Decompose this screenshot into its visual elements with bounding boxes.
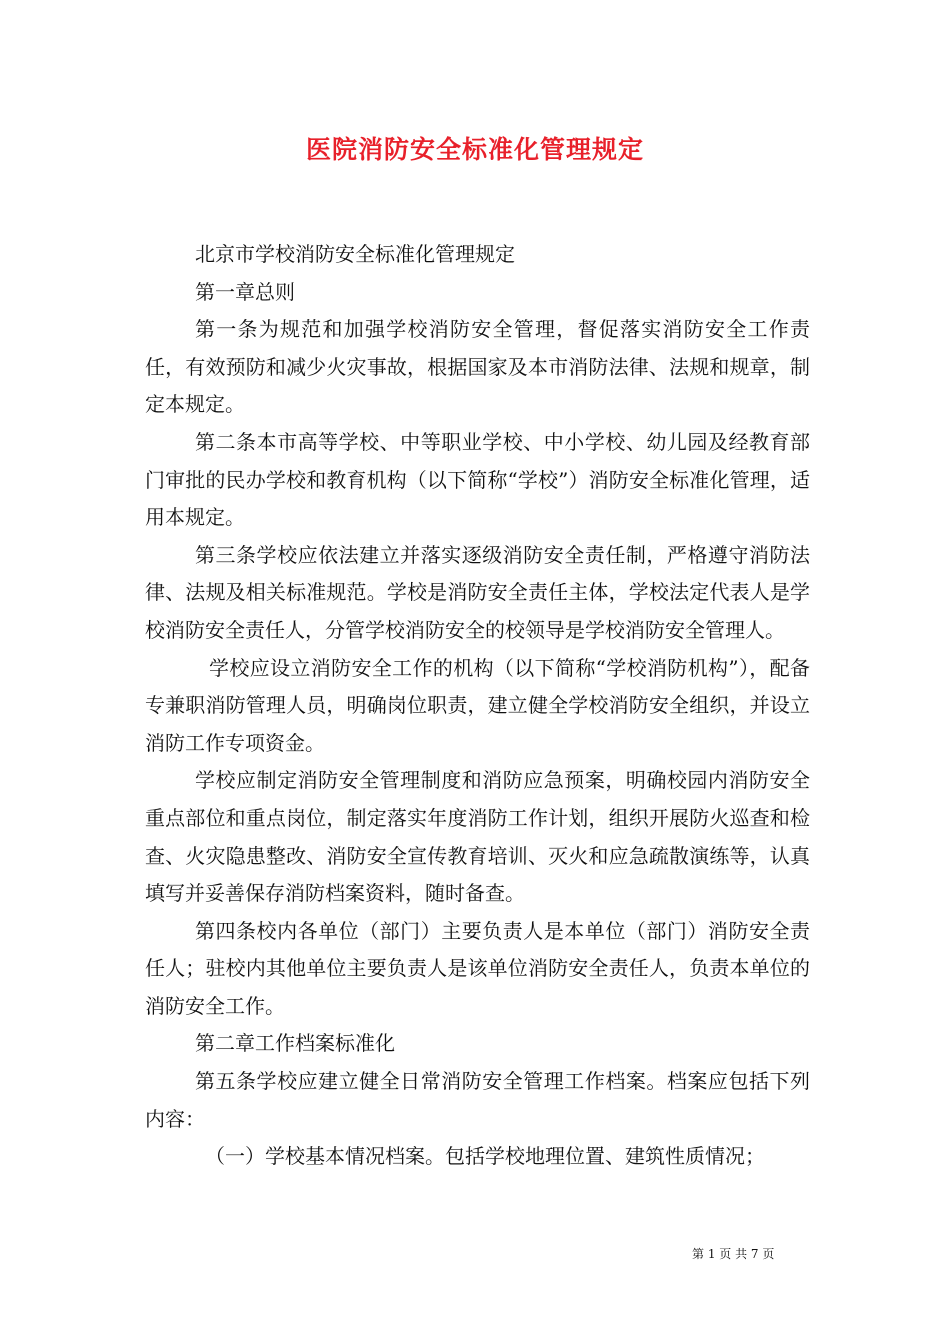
document-body [145, 236, 810, 1176]
paragraph-item-1: （一）学校基本情况档案。包括学校地理位置、建筑性质情况； [205, 1144, 765, 1169]
paragraph-article-4: 第四条校内各单位（部门）主要负责人是本单位（部门）消防安全责任人；驻校内其他单位主要负责人是该单位消防安全责任人，负责本单位的消防安全工作。 [145, 918, 810, 1018]
paragraph-article-2: 第二条本市高等学校、中等职业学校、中小学校、幼儿园及经教育部门审批的民办学校和教育机构（以下简称“学校”）消防安全标准化管理，适用本规定。 [145, 429, 810, 530]
page-number: 第 1 页 共 7 页 [692, 1247, 775, 1261]
paragraph-article-5: 第五条学校应建立健全日常消防安全管理工作档案。档案应包括下列内容： [145, 1069, 810, 1131]
paragraph-chapter-2: 第二章工作档案标准化 [195, 1031, 395, 1056]
paragraph-article-1: 第一条为规范和加强学校消防安全管理，督促落实消防安全工作责任，有效预防和减少火灾事故，根据国家及本市消防法律、法规和规章，制定本规定。 [145, 317, 810, 417]
paragraph-subtitle: 北京市学校消防安全标准化管理规定 [195, 242, 515, 266]
paragraph-chapter-1: 第一章总则 [195, 279, 295, 304]
paragraph-fire-organization: 学校应设立消防安全工作的机构（以下简称“学校消防机构”），配备专兼职消防管理人员，明确岗位职责，建立健全学校消防安全组织，并设立消防工作专项资金。 [145, 655, 810, 755]
document-title: 医院消防安全标准化管理规定 [305, 135, 644, 164]
paragraph-fire-management: 学校应制定消防安全管理制度和消防应急预案，明确校园内消防安全重点部位和重点岗位，制定落实年度消防工作计划，组织开展防火巡查和检查、火灾隐患整改、消防安全宣传教育培训、灭火和应急疏散演练等，认真填写并妥善保存消防档案资料，随时备查。 [145, 768, 810, 906]
paragraph-article-3: 第三条学校应依法建立并落实逐级消防安全责任制，严格遵守消防法律、法规及相关标准规范。学校是消防安全责任主体，学校法定代表人是学校消防安全责任人，分管学校消防安全的校领导是学校消防安全管理人。 [145, 542, 810, 642]
